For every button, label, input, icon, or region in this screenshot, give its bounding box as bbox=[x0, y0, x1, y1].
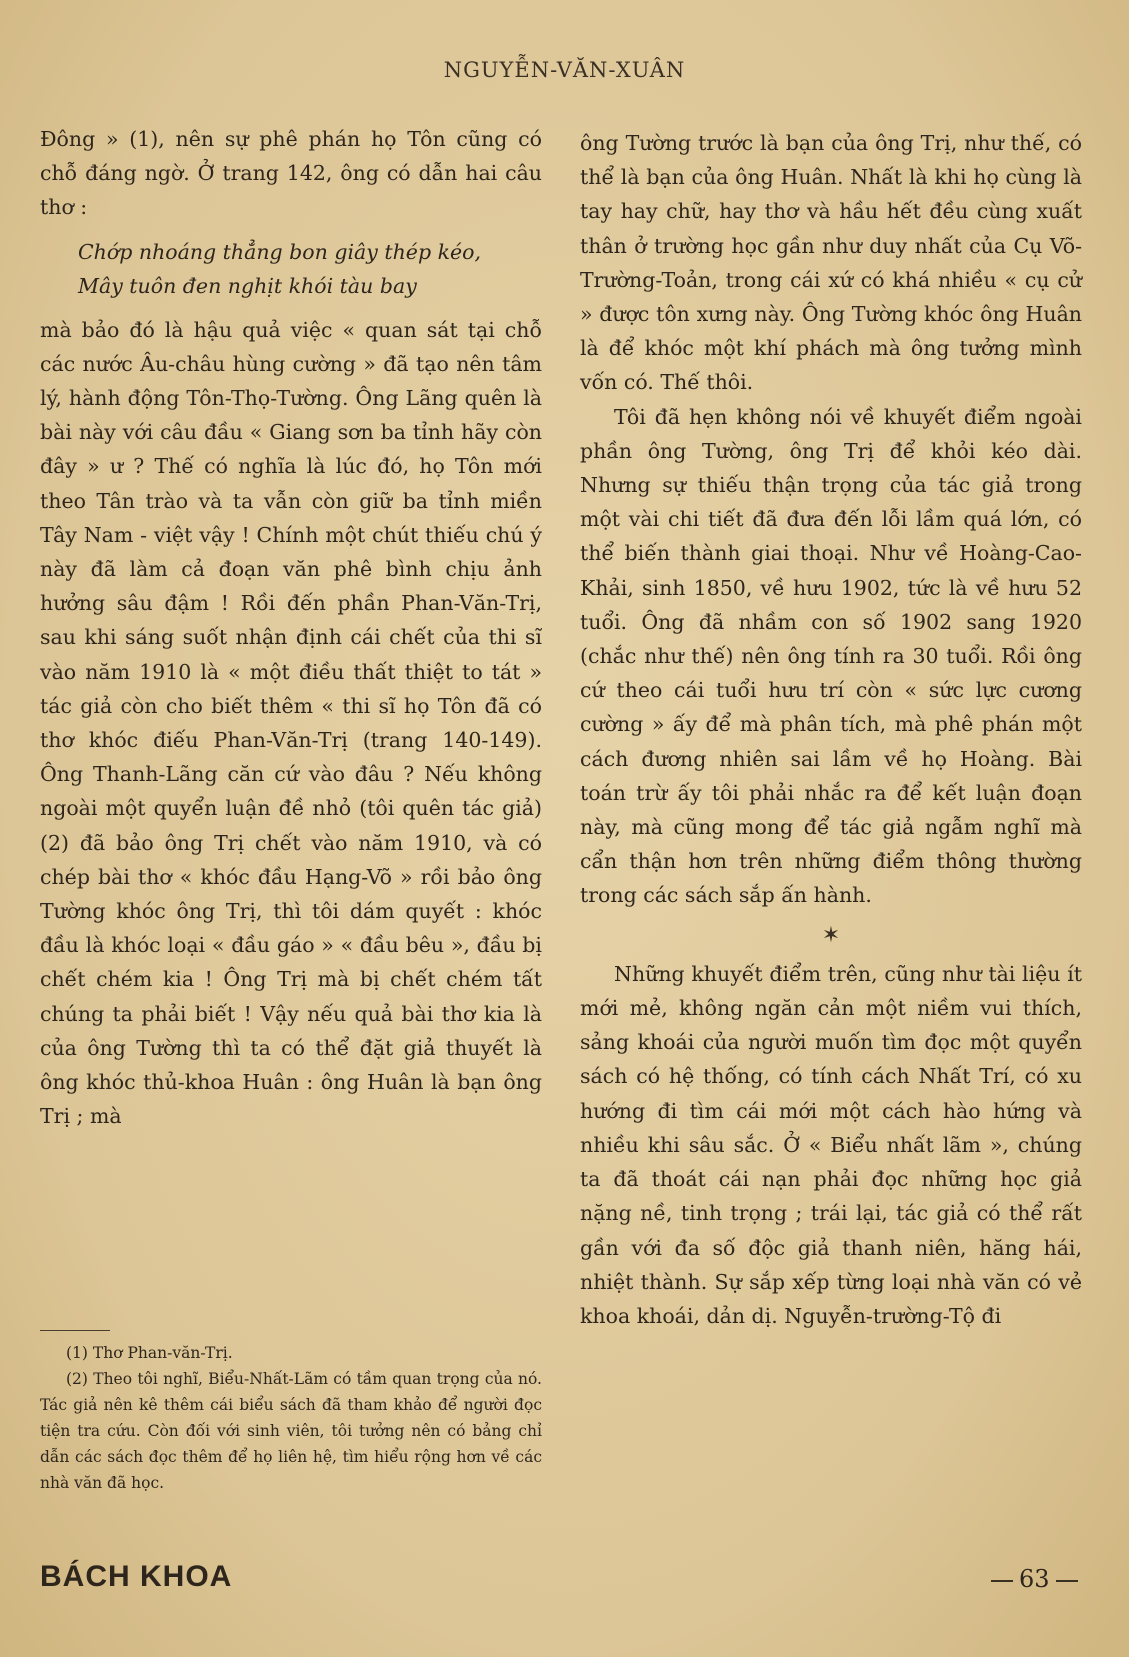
poem-line-1: Chớp nhoáng thẳng bon giây thép kéo, bbox=[78, 239, 481, 264]
left-column bbox=[40, 122, 542, 1133]
right-paragraph-2: Tôi đã hẹn không nói về khuyết điểm ngoài phần ông Tường, ông Trị để khỏi kéo dài. Nhưng sự thiếu thận trọng của tác giả trong một vài chi tiết đã đưa đến lỗi lầm quá lớn, có thể biến thành giai thoại. Như về Hoàng-Cao-Khải, sinh 1850, về hưu 1902, tức là về hưu 52 tuổi. Ông đã nhầm con số 1902 sang 1920 (chắc như thế) nên ông tính ra 30 tuổi. Rồi ông cứ theo cái tuổi hưu trí còn « sức lực cương cường » ấy để mà phân tích, mà phê phán một cách đương nhiên sai lầm về họ Hoàng. Bài toán trừ ấy tôi phải nhắc ra để kết luận đoạn này, mà cũng mong để tác giả ngẫm nghĩ mà cẩn thận hơn trên những điểm thông thường trong các sách sắp ấn hành. bbox=[580, 404, 1082, 908]
left-paragraph-2: mà bảo đó là hậu quả việc « quan sát tại chỗ các nước Âu-châu hùng cường » đã tạo nên tâm lý, hành động Tôn-Thọ-Tường. Ông Lãng quên là bài này với câu đầu « Giang sơn ba tỉnh hãy còn đây » ư ? Thế có nghĩa là lúc đó, họ Tôn mới theo Tân trào và ta vẫn còn giữ ba tỉnh miền Tây Nam - việt vậy ! Chính một chút thiếu chú ý này đã làm cả đoạn văn phê bình chịu ảnh hưởng sâu đậm ! Rồi đến phần Phan-Văn-Trị, sau khi sáng suốt nhận định cái chết của thi sĩ vào năm 1910 là « một điều thất thiệt to tát » tác giả còn cho biết thêm « thi sĩ họ Tôn đã có thơ khóc điếu Phan-Văn-Trị (trang 140-149). Ông Thanh-Lãng căn cứ vào đâu ? Nếu không ngoài một quyển luận đề nhỏ (tôi quên tác giả) (2) đã bảo ông Trị chết vào năm 1910, và có chép bài thơ « khóc đầu Hạng-Võ » rồi bảo ông Tường khóc ông Trị, thì tôi dám quyết : khóc đầu là khóc loại « đầu gáo » « đầu bêu », đầu bị chết chém kia ! Ông Trị mà bị chết chém tất chúng ta phải biết ! Vậy nếu quả bài thơ kia là của ông Tường thì ta có thể đặt giả thuyết là ông khóc thủ-khoa Huân : ông Huân là bạn ông Trị ; mà bbox=[40, 317, 542, 1129]
footnote-2: (2) Theo tôi nghĩ, Biểu-Nhất-Lãm có tầm quan trọng của nó. Tác giả nên kê thêm cái biểu sách đã tham khảo để người đọc tiện tra cứu. Còn đối với sinh viên, tôi tưởng nên có bảng chỉ dẫn các sách đọc thêm để họ liên hệ, tìm hiểu rộng hơn về các nhà văn đã học. bbox=[40, 1370, 542, 1492]
right-paragraph-3: Những khuyết điểm trên, cũng như tài liệu ít mới mẻ, không ngăn cản một niềm vui thích, sảng khoái của người muốn tìm đọc một quyển sách có hệ thống, có tính cách Nhất Trí, có xu hướng đi tìm cái mới một cách hào hứng và nhiều khi sâu sắc. Ở « Biểu nhất lãm », chúng ta đã thoát cái nạn phải đọc những học giả nặng nề, tinh trọng ; trái lại, tác giả có thể rất gần với đa số độc giả thanh niên, hăng hái, nhiệt thành. Sự sắp xếp từng loại nhà văn có vẻ khoa khoái, dản dị. Nguyễn-trường-Tộ đi bbox=[580, 961, 1082, 1328]
poem-line-2: Mây tuôn đen nghịt khói tàu bay bbox=[78, 273, 417, 298]
footnote-1: (1) Thơ Phan-văn-Trị. bbox=[66, 1344, 233, 1362]
magazine-name: BÁCH KHOA bbox=[40, 1560, 233, 1593]
dash-left bbox=[991, 1580, 1013, 1582]
footnotes bbox=[40, 1340, 542, 1496]
left-paragraph-1: Đông » (1), nên sự phê phán họ Tôn cũng có chỗ đáng ngờ. Ở trang 142, ông có dẫn hai câu thơ : bbox=[40, 127, 542, 220]
dash-right bbox=[1056, 1580, 1078, 1582]
right-column bbox=[580, 126, 1082, 1333]
right-paragraph-1: ông Tường trước là bạn của ông Trị, như thế, có thể là bạn của ông Huân. Nhất là khi họ cùng là tay hay chữ, hay thơ và hầu hết đều cùng xuất thân ở trường học gần như duy nhất của Cụ Võ-Trường-Toản, trong cái xứ có khá nhiều « cụ cử » được tôn xưng này. Ông Tường khóc ông Huân là để khóc một khí phách mà ông tưởng mình vốn có. Thế thôi. bbox=[580, 131, 1082, 395]
section-separator-icon: ✶ bbox=[821, 922, 841, 948]
page-number: 63 bbox=[1019, 1565, 1050, 1593]
footnote-divider bbox=[40, 1330, 110, 1331]
running-title: NGUYỄN-VĂN-XUÂN bbox=[443, 58, 686, 82]
page-number-block bbox=[985, 1565, 1084, 1593]
